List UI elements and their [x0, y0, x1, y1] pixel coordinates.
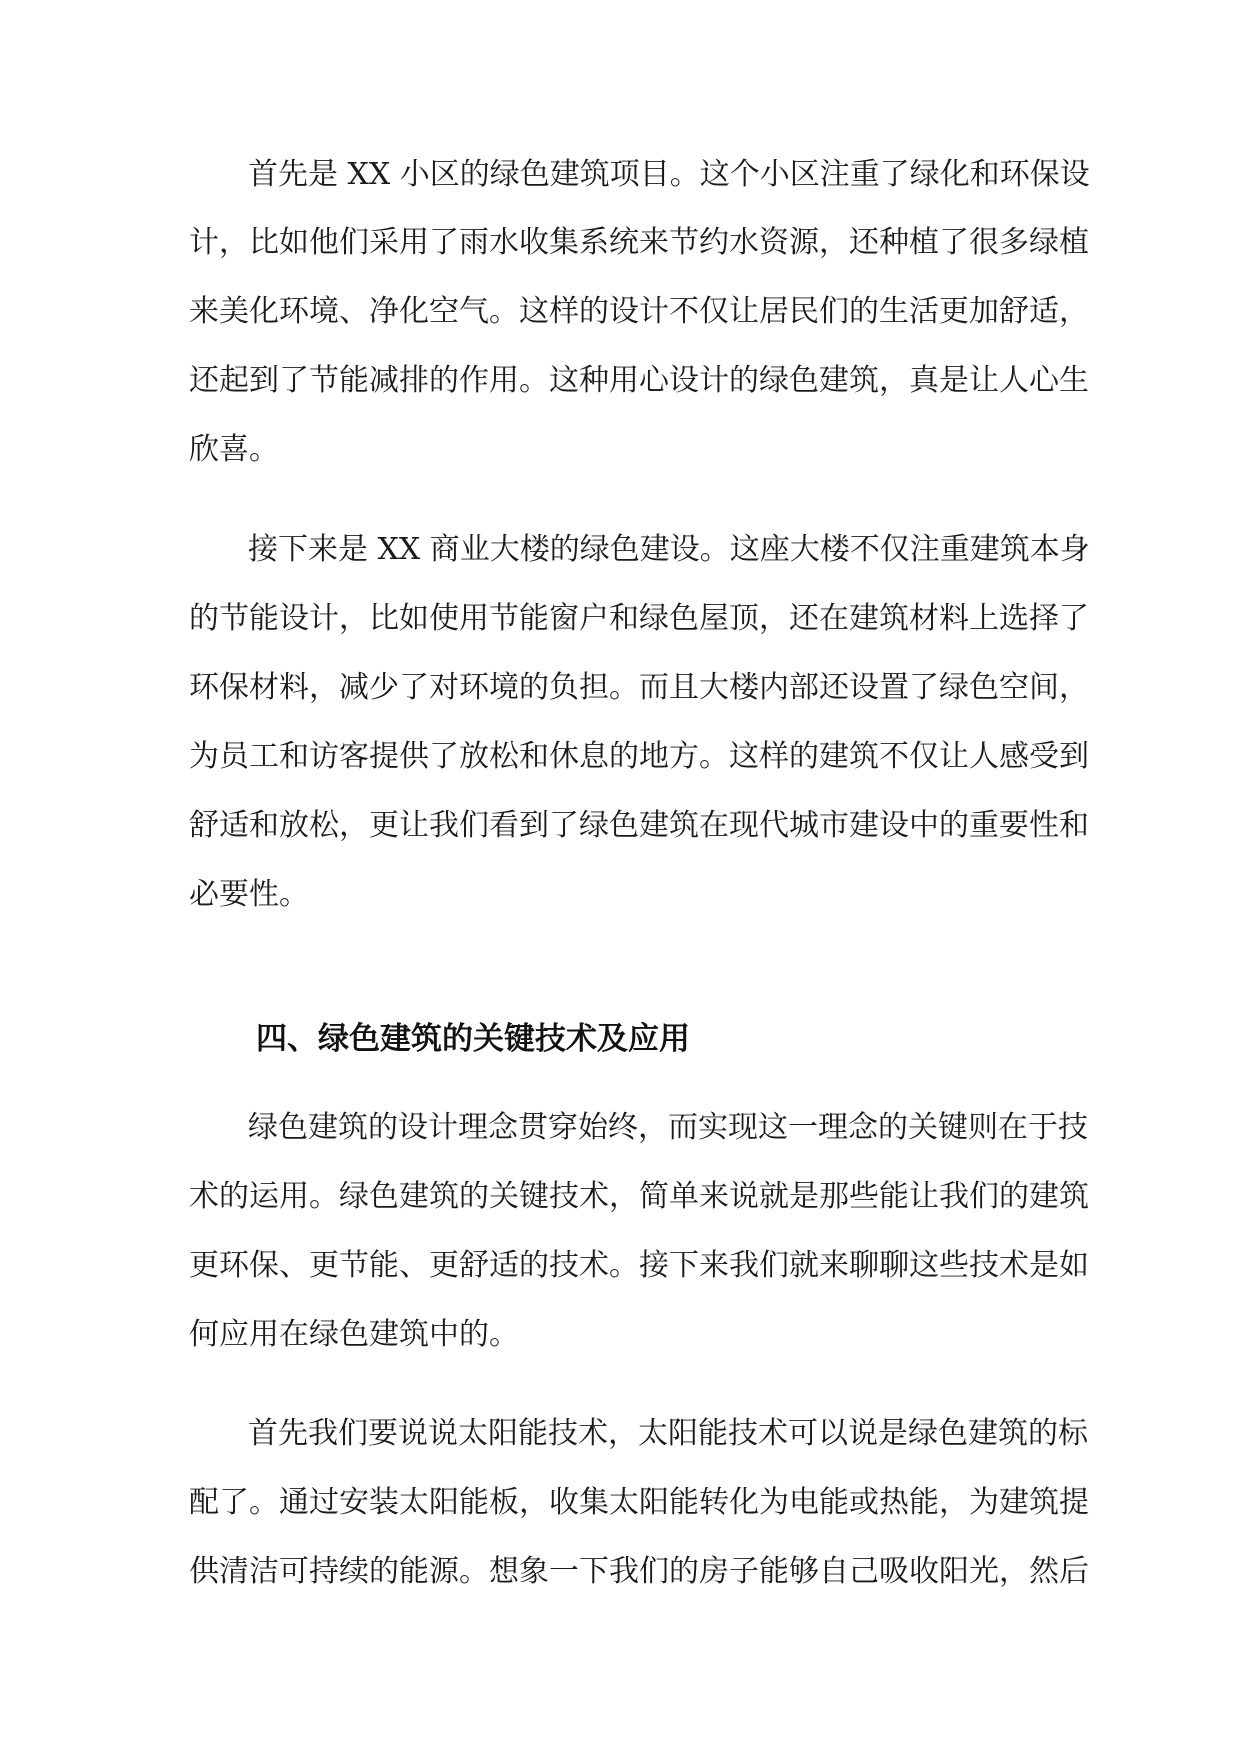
paragraph-3-line-1: 绿色建筑的设计理念贯穿始终，而实现这一理念的关键则在于技	[248, 1110, 1088, 1145]
paragraph-3-line-2: 术的运用。绿色建筑的关键技术，简单来说就是那些能让我们的建筑	[189, 1179, 1089, 1214]
paragraph-2-line-6: 必要性。	[189, 877, 309, 912]
paragraph-4-line-1: 首先我们要说说太阳能技术，太阳能技术可以说是绿色建筑的标	[248, 1416, 1088, 1451]
paragraph-2-line-2: 的节能设计，比如使用节能窗户和绿色屋顶，还在建筑材料上选择了	[189, 601, 1089, 636]
paragraph-1-line-3: 来美化环境、净化空气。这样的设计不仅让居民们的生活更加舒适，	[189, 294, 1089, 329]
paragraph-4-line-3: 供清洁可持续的能源。想象一下我们的房子能够自己吸收阳光，然后	[189, 1554, 1089, 1589]
paragraph-1-line-1: 首先是 XX 小区的绿色建筑项目。这个小区注重了绿化和环保设	[248, 157, 1090, 192]
paragraph-2-line-1: 接下来是 XX 商业大楼的绿色建设。这座大楼不仅注重建筑本身	[248, 532, 1090, 567]
paragraph-3-line-4: 何应用在绿色建筑中的。	[189, 1317, 519, 1352]
paragraph-2-line-3: 环保材料，减少了对环境的负担。而且大楼内部还设置了绿色空间，	[189, 670, 1089, 705]
paragraph-1-line-5: 欣喜。	[189, 432, 279, 467]
paragraph-4-line-2: 配了。通过安装太阳能板，收集太阳能转化为电能或热能，为建筑提	[189, 1485, 1089, 1520]
section-heading: 四、绿色建筑的关键技术及应用	[256, 1021, 690, 1057]
paragraph-1-line-4: 还起到了节能减排的作用。这种用心设计的绿色建筑，真是让人心生	[189, 363, 1089, 398]
paragraph-3-line-3: 更环保、更节能、更舒适的技术。接下来我们就来聊聊这些技术是如	[189, 1248, 1089, 1283]
paragraph-2-line-4: 为员工和访客提供了放松和休息的地方。这样的建筑不仅让人感受到	[189, 739, 1089, 774]
paragraph-1-line-2: 计，比如他们采用了雨水收集系统来节约水资源，还种植了很多绿植	[189, 225, 1089, 260]
paragraph-2-line-5: 舒适和放松，更让我们看到了绿色建筑在现代城市建设中的重要性和	[189, 808, 1089, 843]
